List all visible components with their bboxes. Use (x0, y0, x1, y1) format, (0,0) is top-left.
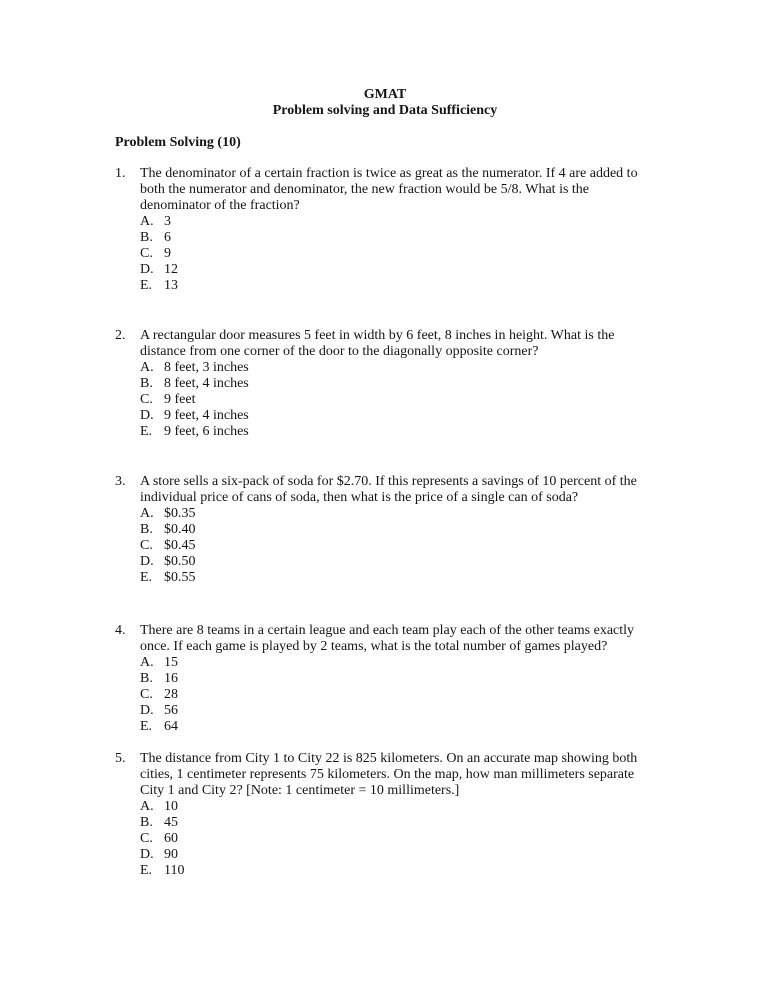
option-row (140, 671, 655, 687)
option-letter: B. (140, 522, 153, 537)
question-text: The distance from City 1 to City 22 is 825 kilometers. On an accurate map showing both cities, 1 centimeter represents 75 kilometers. On the map, how man millimeters separate City 1 and City 2? [Note: 1 centimeter = 10 millimeters.] (140, 751, 638, 798)
option-text: 9 feet (164, 392, 196, 407)
option-letter: D. (140, 554, 154, 569)
option-row (140, 554, 655, 570)
option-row (140, 376, 655, 392)
option-row (140, 815, 655, 831)
question-text: A rectangular door measures 5 feet in width by 6 feet, 8 inches in height. What is the distance from one corner of the door to the diagonally opposite corner? (140, 328, 615, 359)
option-text: $0.50 (164, 554, 196, 569)
option-letter: C. (140, 687, 153, 702)
option-row (140, 863, 655, 879)
title-line-2: Problem solving and Data Sufficiency (272, 103, 498, 118)
option-text: 9 feet, 4 inches (164, 408, 249, 423)
option-row (140, 278, 655, 294)
option-row (140, 847, 655, 863)
option-letter: D. (140, 703, 154, 718)
option-letter: D. (140, 408, 154, 423)
option-letter: A. (140, 506, 154, 521)
option-letter: E. (140, 278, 153, 293)
option-letter: C. (140, 538, 153, 553)
option-letter: A. (140, 360, 154, 375)
option-row (140, 538, 655, 554)
option-letter: C. (140, 392, 153, 407)
option-text: 9 (164, 246, 171, 261)
option-text: 15 (164, 655, 178, 670)
option-letter: B. (140, 376, 153, 391)
question-number: 2. (115, 328, 126, 343)
option-text: 64 (164, 719, 178, 734)
option-text: 60 (164, 831, 178, 846)
option-letter: D. (140, 847, 154, 862)
option-row (140, 246, 655, 262)
question-3 (115, 474, 655, 586)
question-1 (115, 166, 655, 294)
option-row (140, 262, 655, 278)
option-row (140, 522, 655, 538)
option-text: 8 feet, 4 inches (164, 376, 249, 391)
option-row (140, 360, 655, 376)
option-letter: B. (140, 815, 153, 830)
question-body (140, 474, 655, 586)
question-5 (115, 751, 655, 879)
question-body (140, 166, 655, 294)
option-row (140, 799, 655, 815)
option-text: 9 feet, 6 inches (164, 424, 249, 439)
option-row (140, 214, 655, 230)
section-heading: Problem Solving (10) (115, 135, 241, 150)
question-body (140, 751, 655, 879)
document-title (115, 87, 655, 119)
question-number: 1. (115, 166, 126, 181)
option-text: 16 (164, 671, 178, 686)
option-row (140, 687, 655, 703)
option-text: $0.45 (164, 538, 196, 553)
question-body (140, 328, 655, 440)
question-text: A store sells a six-pack of soda for $2.70. If this represents a savings of 10 percent of the individual price of cans of soda, then what is the price of a single can of soda? (140, 474, 637, 505)
option-text: 10 (164, 799, 178, 814)
option-text: 28 (164, 687, 178, 702)
question-number: 3. (115, 474, 126, 489)
option-row (140, 506, 655, 522)
question-text: The denominator of a certain fraction is twice as great as the numerator. If 4 are added to both the numerator and denominator, the new fraction would be 5/8. What is the denominator of the fraction? (140, 166, 638, 213)
option-text: $0.55 (164, 570, 196, 585)
option-text: 56 (164, 703, 178, 718)
title-line-1: GMAT (363, 87, 407, 102)
option-letter: C. (140, 831, 153, 846)
option-row (140, 831, 655, 847)
option-letter: E. (140, 719, 153, 734)
option-letter: A. (140, 799, 154, 814)
question-4 (115, 623, 655, 735)
option-text: 45 (164, 815, 178, 830)
option-letter: E. (140, 863, 153, 878)
option-letter: A. (140, 655, 154, 670)
option-text: $0.40 (164, 522, 196, 537)
option-letter: B. (140, 230, 153, 245)
option-text: 8 feet, 3 inches (164, 360, 249, 375)
question-text: There are 8 teams in a certain league and each team play each of the other teams exactly once. If each game is played by 2 teams, what is the total number of games played? (140, 623, 635, 654)
option-letter: A. (140, 214, 154, 229)
option-row (140, 719, 655, 735)
option-text: 90 (164, 847, 178, 862)
option-letter: B. (140, 671, 153, 686)
question-2 (115, 328, 655, 440)
option-letter: E. (140, 424, 153, 439)
option-row (140, 655, 655, 671)
option-text: 6 (164, 230, 171, 245)
question-body (140, 623, 655, 735)
option-letter: C. (140, 246, 153, 261)
option-row (140, 392, 655, 408)
question-number: 5. (115, 751, 126, 766)
option-text: 13 (164, 278, 178, 293)
option-text: 3 (164, 214, 171, 229)
option-row (140, 408, 655, 424)
option-row (140, 230, 655, 246)
option-letter: E. (140, 570, 153, 585)
option-row (140, 703, 655, 719)
option-row (140, 570, 655, 586)
option-text: $0.35 (164, 506, 196, 521)
option-letter: D. (140, 262, 154, 277)
option-text: 12 (164, 262, 178, 277)
option-row (140, 424, 655, 440)
question-number: 4. (115, 623, 126, 638)
option-text: 110 (164, 863, 185, 878)
